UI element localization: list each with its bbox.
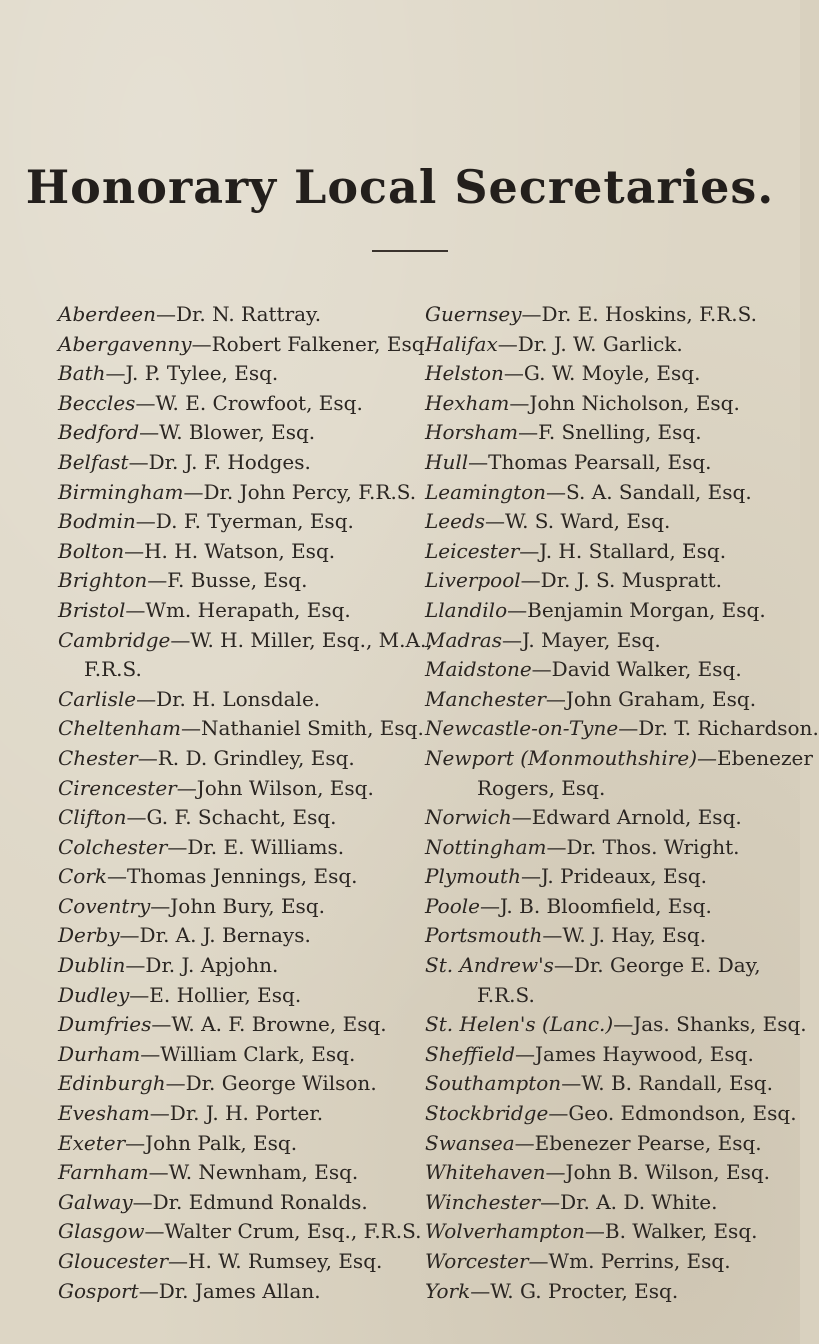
entry-name: Dr. J. S. Muspratt. (540, 568, 722, 593)
entry-name-continued: F.R.S. (84, 657, 142, 682)
right-column (425, 300, 819, 1306)
entry-dash: — (545, 1160, 566, 1185)
secretary-entry (58, 478, 417, 508)
entry-dash: — (546, 834, 567, 859)
entry-dash: — (140, 1041, 161, 1066)
entry-place: Colchester (58, 834, 168, 859)
entry-name: W. E. Crowfoot, Esq. (155, 390, 363, 415)
entry-place: Nottingham (425, 834, 547, 859)
entry-name: Dr. J. W. Garlick. (517, 331, 683, 356)
entry-place: Leeds (425, 509, 486, 534)
entry-dash: — (137, 745, 158, 770)
entry-dash: — (156, 302, 176, 326)
secretary-entry (425, 537, 795, 567)
entry-dash: — (542, 923, 563, 948)
entry-name: W. A. F. Browne, Esq. (171, 1012, 387, 1037)
secretary-entry (425, 478, 795, 508)
entry-place: Guernsey (425, 302, 522, 326)
entry-place: Plymouth (425, 864, 521, 889)
secretary-entry (58, 1277, 403, 1307)
secretary-entry (425, 1158, 795, 1188)
entry-name: John Bury, Esq. (170, 893, 325, 918)
entry-name: John Palk, Esq. (145, 1130, 298, 1155)
entry-name: Walter Crum, Esq., F.R.S. (164, 1219, 422, 1244)
entry-name: Dr. H. Lonsdale. (156, 686, 321, 711)
entry-dash: — (520, 864, 541, 889)
secretary-entry (425, 1129, 795, 1159)
entry-dash: — (147, 568, 168, 593)
secretary-entry (425, 921, 795, 951)
secretary-entry (58, 389, 403, 419)
entry-place: Manchester (425, 686, 546, 711)
secretary-entry (58, 448, 403, 478)
entry-dash: — (501, 627, 522, 652)
secretary-entry (425, 300, 795, 330)
secretary-entry (425, 1069, 795, 1099)
entry-place: Dudley (58, 982, 130, 1007)
entry-place: Newport (Monmouthshire) (425, 745, 698, 770)
entry-place: Maidstone (425, 657, 532, 682)
entry-dash: — (170, 627, 191, 652)
entry-dash: — (531, 657, 552, 682)
entry-dash: — (176, 775, 197, 800)
secretary-entry (425, 951, 795, 1010)
entry-place: Wolverhampton (425, 1219, 585, 1244)
entry-dash: — (129, 982, 150, 1007)
entry-dash: — (165, 1071, 186, 1096)
entry-dash: — (144, 1219, 165, 1244)
secretary-entry (58, 714, 424, 744)
entry-place: Portsmouth (425, 923, 543, 948)
secretary-entry (58, 892, 403, 922)
entry-place: St. Andrew's (425, 953, 554, 978)
entry-place: York (425, 1278, 471, 1303)
secretary-entry (425, 566, 795, 596)
entry-place: Bedford (58, 420, 140, 445)
entry-name: William Clark, Esq. (160, 1041, 356, 1066)
secretary-entry (425, 1217, 795, 1247)
entry-name: H. W. Rumsey, Esq. (188, 1249, 383, 1273)
secretary-entry (425, 1188, 795, 1218)
entry-name: E. Hollier, Esq. (149, 982, 302, 1007)
entry-dash: — (138, 1278, 159, 1303)
entry-name: W. B. Randall, Esq. (581, 1071, 773, 1096)
entry-dash: — (180, 716, 201, 741)
entry-name: Thomas Pearsall, Esq. (488, 449, 712, 474)
entry-name: John Nicholson, Esq. (529, 390, 740, 415)
entry-dash: — (528, 1249, 549, 1273)
secretary-entry (58, 418, 403, 448)
entry-name: Dr. James Allan. (158, 1278, 321, 1303)
secretary-entry (58, 566, 403, 596)
entry-dash: — (553, 953, 574, 978)
entry-dash: — (479, 893, 500, 918)
entry-place: Cambridge (58, 627, 171, 652)
entry-place: Coventry (58, 893, 151, 918)
entry-dash: — (151, 1012, 172, 1037)
entry-name: Ebenezer Pearse, Esq. (534, 1130, 762, 1155)
entry-place: Winchester (425, 1189, 541, 1214)
secretary-entry (58, 507, 403, 537)
entry-place: Dumfries (58, 1012, 152, 1037)
secretary-entry (425, 507, 795, 537)
entry-dash: — (545, 686, 566, 711)
entry-dash: — (470, 1278, 491, 1303)
entry-place: Gosport (58, 1278, 139, 1303)
entry-name: W. G. Procter, Esq. (490, 1278, 679, 1303)
secretary-entry (58, 833, 403, 863)
entry-dash: — (125, 597, 146, 622)
entry-place: Cirencester (58, 775, 177, 800)
secretary-entry (58, 330, 431, 360)
entry-name: W. J. Hay, Esq. (562, 923, 707, 948)
secretary-entry (58, 981, 403, 1011)
secretary-entry (58, 1217, 422, 1247)
secretary-entry (425, 1099, 795, 1129)
entry-name: Dr. Edmund Ronalds. (152, 1189, 368, 1214)
entry-dash: — (135, 390, 156, 415)
entry-place: Bath (58, 361, 106, 386)
entry-place: Birmingham (58, 479, 184, 504)
entry-dash: — (521, 302, 542, 326)
entry-dash: — (561, 1071, 582, 1096)
entry-dash: — (540, 1189, 561, 1214)
entry-dash: — (139, 420, 160, 445)
left-column (58, 300, 433, 1306)
entry-place: Cork (58, 864, 108, 889)
secretary-entry (58, 1040, 403, 1070)
entry-name: Robert Falkener, Esq. (211, 331, 431, 356)
entry-name: S. A. Sandall, Esq. (566, 479, 752, 504)
entry-name: John Graham, Esq. (565, 686, 757, 711)
entry-name: J. Mayer, Esq. (521, 627, 661, 652)
entry-dash: — (507, 597, 528, 622)
secretary-entry (58, 1099, 403, 1129)
entry-place: Glasgow (58, 1219, 145, 1244)
entry-place: Sheffield (425, 1041, 516, 1066)
entry-place: Helston (425, 361, 504, 386)
entry-name: Benjamin Morgan, Esq. (527, 597, 766, 622)
entry-name: W. H. Miller, Esq., M.A., (190, 627, 433, 652)
secretary-entry (58, 803, 403, 833)
entry-dash: — (128, 449, 149, 474)
secretary-entry (425, 1010, 807, 1040)
entry-place: Hull (425, 449, 469, 474)
entry-name: J. P. Tylee, Esq. (125, 361, 279, 386)
secretary-entry (58, 300, 403, 330)
entry-name: Dr. A. J. Bernays. (139, 923, 311, 948)
entry-place: Horsham (425, 420, 519, 445)
entry-name: Dr. J. F. Hodges. (148, 449, 311, 474)
entry-name: John Wilson, Esq. (196, 775, 374, 800)
entry-place: Bodmin (58, 509, 136, 534)
entry-name: F. Snelling, Esq. (538, 420, 702, 445)
entry-place: Bristol (58, 597, 126, 622)
entry-dash: — (519, 538, 540, 563)
entry-place: Carlisle (58, 686, 137, 711)
secretary-entry (425, 655, 795, 685)
entry-dash: — (518, 420, 539, 445)
entry-place: Durham (58, 1041, 141, 1066)
entry-place: Aberdeen (58, 302, 156, 326)
entry-name: J. B. Bloomfield, Esq. (499, 893, 712, 918)
entry-dash: — (511, 805, 532, 830)
entry-name: James Haywood, Esq. (535, 1041, 754, 1066)
entry-dash: — (618, 716, 639, 741)
entry-place: Halifax (425, 331, 498, 356)
entry-place: Chester (58, 745, 138, 770)
entry-dash: — (497, 331, 518, 356)
entry-place: Exeter (58, 1130, 126, 1155)
secretary-entry (58, 862, 403, 892)
entry-name: Ebenezer (717, 745, 813, 770)
entry-name: Dr. A. D. White. (560, 1189, 718, 1214)
entry-place: Leicester (425, 538, 520, 563)
secretary-entry (58, 359, 403, 389)
entry-place: Beccles (58, 390, 136, 415)
entry-name: Geo. Edmondson, Esq. (568, 1101, 797, 1126)
secretary-entry (425, 389, 795, 419)
entry-place: Poole (425, 893, 480, 918)
entry-dash: — (105, 361, 126, 386)
entry-name: H. H. Watson, Esq. (144, 538, 336, 563)
title-rule (372, 250, 448, 252)
secretary-entry (58, 1010, 403, 1040)
entry-place: Gloucester (58, 1249, 169, 1273)
entry-name: R. D. Grindley, Esq. (157, 745, 355, 770)
entry-place: Worcester (425, 1249, 529, 1273)
entry-place: Clifton (58, 805, 127, 830)
secretary-entry (425, 1040, 795, 1070)
entry-place: Whitehaven (425, 1160, 546, 1185)
entry-dash: — (509, 390, 530, 415)
entry-name: Dr. E. Williams. (187, 834, 345, 859)
entry-name: Dr. J. Apjohn. (145, 953, 279, 978)
entry-place: Norwich (425, 805, 512, 830)
entry-dash: — (124, 538, 145, 563)
entry-name: G. F. Schacht, Esq. (146, 805, 337, 830)
entry-dash: — (485, 509, 506, 534)
entry-dash: — (503, 361, 524, 386)
entry-name: G. W. Moyle, Esq. (523, 361, 701, 386)
entry-name: B. Walker, Esq. (604, 1219, 758, 1244)
entry-name: Nathaniel Smith, Esq. (200, 716, 424, 741)
secretary-entry (425, 359, 795, 389)
entry-dash: — (191, 331, 212, 356)
entry-name: Dr. E. Hoskins, F.R.S. (541, 302, 757, 326)
secretary-entry (58, 1188, 403, 1218)
entry-name: Thomas Jennings, Esq. (127, 864, 358, 889)
entry-name: Dr. J. H. Porter. (169, 1101, 324, 1126)
entry-name: Dr. T. Richardson. (638, 716, 819, 741)
secretary-entry (58, 685, 403, 715)
secretary-entry (58, 626, 433, 685)
entry-place: Belfast (58, 449, 129, 474)
entry-dash: — (135, 509, 156, 534)
secretary-entry (425, 1277, 795, 1307)
entry-place: Bolton (58, 538, 125, 563)
entry-dash: — (548, 1101, 569, 1126)
entry-dash: — (150, 893, 171, 918)
entry-dash: — (136, 686, 157, 711)
entry-dash: — (107, 864, 128, 889)
entry-dash: — (468, 449, 489, 474)
entry-name: J. H. Stallard, Esq. (539, 538, 727, 563)
entry-dash: — (520, 568, 541, 593)
entry-dash: — (183, 479, 204, 504)
entry-place: Swansea (425, 1130, 515, 1155)
entry-name: W. Newnham, Esq. (168, 1160, 359, 1185)
entry-dash: — (167, 834, 188, 859)
entry-name: W. Blower, Esq. (159, 420, 316, 445)
secretary-entry (425, 892, 795, 922)
secretary-entry (425, 1247, 795, 1277)
secretary-entry (425, 448, 795, 478)
secretary-entry (425, 744, 813, 803)
entry-name: Wm. Herapath, Esq. (145, 597, 351, 622)
entry-dash: — (613, 1012, 634, 1037)
entry-dash: — (697, 745, 718, 770)
entry-dash: — (126, 805, 147, 830)
secretary-entry (58, 596, 403, 626)
secretary-entry (58, 1129, 403, 1159)
secretary-entry (58, 1069, 403, 1099)
entry-dash: — (584, 1219, 605, 1244)
entry-dash: — (546, 479, 567, 504)
entry-place: Cheltenham (58, 716, 181, 741)
entry-dash: — (514, 1130, 535, 1155)
secretary-entry (58, 921, 403, 951)
entry-place: Southampton (425, 1071, 562, 1096)
entry-name-continued: Rogers, Esq. (477, 775, 606, 800)
entry-name: Dr. Thos. Wright. (566, 834, 740, 859)
secretary-entry (425, 862, 795, 892)
entry-name: D. F. Tyerman, Esq. (155, 509, 354, 534)
entry-dash: — (149, 1101, 170, 1126)
entry-place: St. Helen's (Lanc.) (425, 1012, 614, 1037)
entry-dash: — (132, 1189, 153, 1214)
entry-place: Liverpool (425, 568, 521, 593)
secretary-entry (425, 803, 795, 833)
secretary-entry (58, 744, 403, 774)
entry-place: Galway (58, 1189, 133, 1214)
entry-place: Abergavenny (58, 331, 192, 356)
secretary-entry (425, 330, 795, 360)
entry-name: Dr. N. Rattray. (176, 302, 322, 326)
secretary-entry (58, 537, 403, 567)
secretary-entry (58, 1247, 403, 1277)
entry-name: John B. Wilson, Esq. (565, 1160, 771, 1185)
secretary-entry (425, 596, 795, 626)
entry-dash: — (125, 1130, 146, 1155)
secretary-entry (58, 951, 403, 981)
entry-place: Hexham (425, 390, 510, 415)
entry-name: Dr. George E. Day, (573, 953, 761, 978)
entry-place: Llandilo (425, 597, 508, 622)
entry-dash: — (168, 1249, 189, 1273)
secretary-entry (58, 1158, 403, 1188)
entry-place: Stockbridge (425, 1101, 549, 1126)
entry-name: J. Prideaux, Esq. (540, 864, 708, 889)
entry-dash: — (119, 923, 140, 948)
secretary-entry (58, 774, 403, 804)
secretary-entry (425, 685, 795, 715)
entry-dash: — (125, 953, 146, 978)
entry-place: Derby (58, 923, 120, 948)
entry-name-continued: F.R.S. (477, 982, 535, 1007)
entry-place: Edinburgh (58, 1071, 166, 1096)
secretary-entry (425, 714, 819, 744)
entry-dash: — (148, 1160, 169, 1185)
entry-place: Evesham (58, 1101, 150, 1126)
entry-name: David Walker, Esq. (551, 657, 742, 682)
page-title: Honorary Local Secretaries. (25, 160, 775, 214)
secretary-entry (425, 626, 795, 656)
entry-name: Dr. George Wilson. (185, 1071, 377, 1096)
entry-name: Wm. Perrins, Esq. (548, 1249, 731, 1273)
entry-place: Brighton (58, 568, 148, 593)
secretary-entry (425, 418, 795, 448)
secretary-entry (425, 833, 795, 863)
entry-place: Newcastle-on-Tyne (425, 716, 619, 741)
entry-place: Madras (425, 627, 502, 652)
entry-place: Farnham (58, 1160, 149, 1185)
entry-place: Dublin (58, 953, 126, 978)
entry-name: Jas. Shanks, Esq. (633, 1012, 807, 1037)
entry-place: Leamington (425, 479, 547, 504)
entry-name: W. S. Ward, Esq. (505, 509, 671, 534)
entry-name: F. Busse, Esq. (167, 568, 308, 593)
entry-dash: — (515, 1041, 536, 1066)
entry-name: Dr. John Percy, F.R.S. (203, 479, 417, 504)
entry-name: Edward Arnold, Esq. (531, 805, 742, 830)
